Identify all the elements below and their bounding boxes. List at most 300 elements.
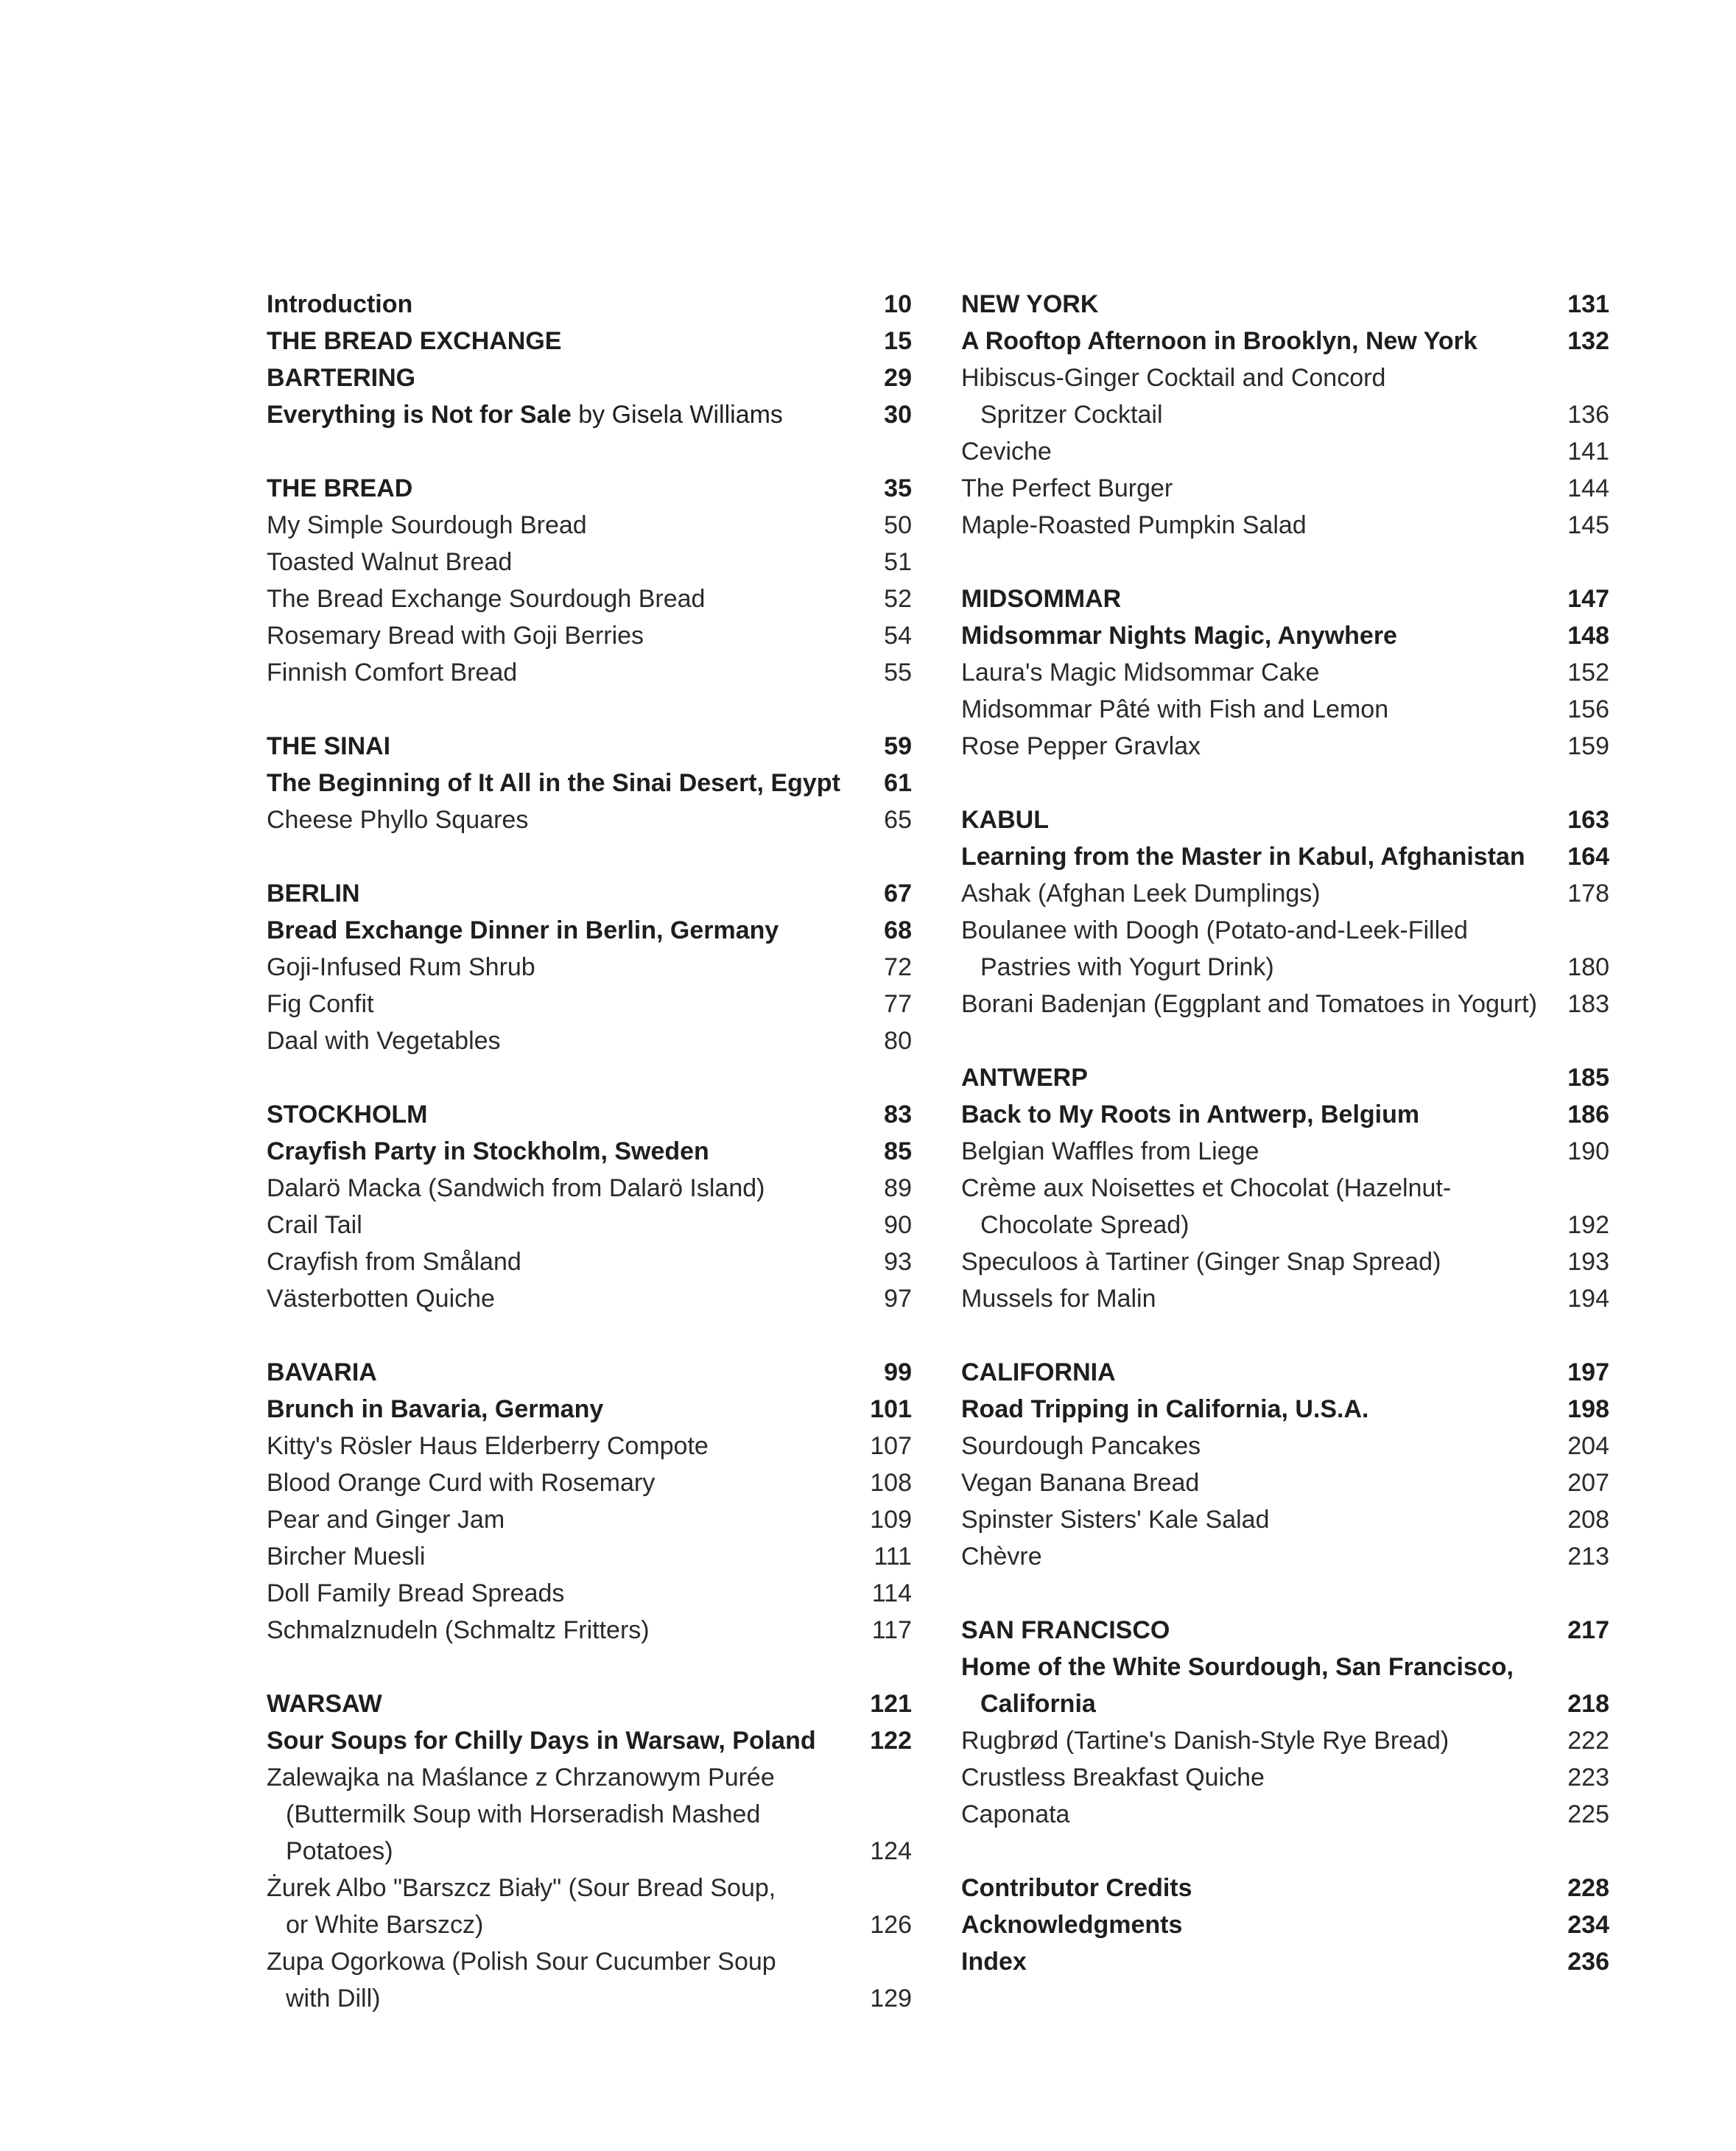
toc-page-number: 89	[884, 1174, 912, 1202]
toc-entry-title	[961, 470, 1562, 507]
title-line: Zalewajka na Maślance z Chrzanowym Purée	[267, 1764, 775, 1792]
toc-heading-row[interactable]	[267, 728, 912, 765]
toc-entry-row[interactable]	[267, 580, 912, 617]
title-line: Brunch in Bavaria, Germany	[267, 1395, 604, 1423]
toc-heading-row[interactable]	[961, 286, 1609, 323]
toc-column-right	[961, 286, 1609, 1980]
toc-heading-row[interactable]	[961, 1612, 1609, 1649]
toc-page-number: 156	[1567, 695, 1609, 723]
title-line: BAVARIA	[267, 1358, 377, 1386]
toc-entry-row[interactable]	[961, 1501, 1609, 1538]
toc-entry-title	[267, 1133, 865, 1170]
toc-heading-row[interactable]	[267, 396, 912, 433]
toc-heading-row[interactable]	[961, 1391, 1609, 1428]
toc-entry-title	[961, 1428, 1562, 1464]
toc-entry-row[interactable]	[267, 1943, 912, 2017]
toc-entry-title	[267, 323, 865, 359]
toc-page-number: 145	[1567, 511, 1609, 539]
toc-page-number: 164	[1567, 843, 1609, 871]
title-line: Crail Tail	[267, 1211, 362, 1239]
toc-page-number: 204	[1567, 1432, 1609, 1460]
toc-entry-title	[961, 1943, 1562, 1980]
toc-page-number: 218	[1567, 1690, 1609, 1718]
title-line: Maple-Roasted Pumpkin Salad	[961, 511, 1307, 539]
toc-page-number: 109	[870, 1506, 912, 1534]
toc-entry-row[interactable]	[267, 801, 912, 838]
title-line: Goji-Infused Rum Shrub	[267, 953, 535, 981]
toc-heading-row[interactable]	[267, 1133, 912, 1170]
toc-entry-title	[961, 1501, 1562, 1538]
title-line: Crustless Breakfast Quiche	[961, 1764, 1265, 1792]
toc-page-number: 183	[1567, 990, 1609, 1018]
toc-entry-title	[267, 544, 865, 580]
toc-heading-row[interactable]	[961, 1870, 1609, 1906]
toc-entry-title	[961, 1059, 1562, 1096]
toc-entry-title	[961, 433, 1562, 470]
toc-page-number: 126	[870, 1911, 912, 1939]
title-line: Ashak (Afghan Leek Dumplings)	[961, 880, 1321, 908]
title-line: My Simple Sourdough Bread	[267, 511, 587, 539]
toc-heading-row[interactable]	[961, 580, 1609, 617]
toc-heading-row[interactable]	[267, 1354, 912, 1391]
toc-page-number: 180	[1567, 953, 1609, 981]
toc-page-number: 213	[1567, 1543, 1609, 1571]
toc-heading-row[interactable]	[267, 875, 912, 912]
toc-entry-title	[267, 1428, 865, 1464]
toc-page-number: 51	[884, 548, 912, 576]
toc-page-number: 198	[1567, 1395, 1609, 1423]
toc-page-number: 101	[870, 1395, 912, 1423]
title-line: Blood Orange Curd with Rosemary	[267, 1469, 656, 1497]
title-line: Hibiscus-Ginger Cocktail and Concord	[961, 364, 1386, 392]
toc-page-number: 208	[1567, 1506, 1609, 1534]
toc-entry-title	[961, 507, 1562, 544]
toc-entry-title	[961, 912, 1562, 986]
title-continuation-line: (Buttermilk Soup with Horseradish Mashed	[286, 1800, 761, 1828]
toc-entry-title	[961, 1464, 1562, 1501]
title-line: Boulanee with Doogh (Potato-and-Leek-Filled	[961, 916, 1468, 944]
toc-entry-title	[267, 912, 865, 949]
title-continuation-line: or White Barszcz)	[286, 1911, 484, 1939]
title-line: CALIFORNIA	[961, 1358, 1116, 1386]
toc-heading-row[interactable]	[267, 1685, 912, 1722]
toc-page-number: 152	[1567, 659, 1609, 687]
title-line: Sourdough Pancakes	[961, 1432, 1201, 1460]
section-spacer	[267, 1649, 912, 1685]
toc-entry-author: by Gisela Williams	[571, 401, 783, 429]
title-continuation-line: Pastries with Yogurt Drink)	[980, 953, 1274, 981]
toc-entry-row[interactable]	[267, 1612, 912, 1649]
toc-entry-title	[961, 1612, 1562, 1649]
toc-page-number: 67	[884, 880, 912, 908]
toc-entry-row[interactable]	[961, 1538, 1609, 1575]
title-line: THE BREAD	[267, 474, 413, 502]
toc-page-number: 131	[1567, 290, 1609, 318]
toc-entry-row[interactable]	[267, 544, 912, 580]
toc-entry-title	[961, 323, 1562, 359]
toc-heading-row[interactable]	[267, 286, 912, 323]
title-line: Fig Confit	[267, 990, 374, 1018]
title-line: Västerbotten Quiche	[267, 1285, 495, 1313]
toc-heading-row[interactable]	[267, 912, 912, 949]
toc-page-number: 144	[1567, 474, 1609, 502]
title-line: Contributor Credits	[961, 1874, 1192, 1902]
title-line: Pear and Ginger Jam	[267, 1506, 505, 1534]
title-continuation-line: with Dill)	[286, 1985, 381, 2013]
toc-page-number: 80	[884, 1027, 912, 1055]
title-line: KABUL	[961, 806, 1049, 834]
toc-page-number: 65	[884, 806, 912, 834]
toc-entry-title	[961, 617, 1562, 654]
title-line: Home of the White Sourdough, San Francisco,	[961, 1653, 1514, 1681]
title-line: Spinster Sisters' Kale Salad	[961, 1506, 1270, 1534]
title-line: WARSAW	[267, 1690, 382, 1718]
toc-entry-row[interactable]	[961, 1722, 1609, 1759]
toc-entry-title	[267, 1464, 865, 1501]
title-line: Schmalznudeln (Schmaltz Fritters)	[267, 1616, 650, 1644]
section-spacer	[267, 433, 912, 470]
toc-heading-row[interactable]	[961, 323, 1609, 359]
title-line: Introduction	[267, 290, 413, 318]
toc-page-number: 61	[884, 769, 912, 797]
toc-column-left	[267, 286, 912, 2017]
toc-entry-title	[961, 801, 1562, 838]
toc-entry-title	[961, 1722, 1562, 1759]
section-spacer	[961, 765, 1609, 801]
toc-page-number: 114	[871, 1579, 912, 1607]
toc-entry-row[interactable]	[267, 1759, 912, 1870]
toc-page-number: 207	[1567, 1469, 1609, 1497]
title-line: Rugbrød (Tartine's Danish-Style Rye Bread)	[961, 1727, 1449, 1755]
toc-page-number: 141	[1567, 438, 1609, 466]
toc-heading-row[interactable]	[961, 617, 1609, 654]
toc-page-number: 197	[1567, 1358, 1609, 1386]
toc-page-number: 178	[1567, 880, 1609, 908]
title-line: Vegan Banana Bread	[961, 1469, 1200, 1497]
toc-entry-title	[961, 1243, 1562, 1280]
toc-page-number: 93	[884, 1248, 912, 1276]
title-line: Caponata	[961, 1800, 1070, 1828]
toc-heading-row[interactable]	[961, 801, 1609, 838]
title-line: Borani Badenjan (Eggplant and Tomatoes in Yogurt)	[961, 990, 1537, 1018]
toc-page-number: 190	[1567, 1137, 1609, 1165]
toc-entry-title	[961, 1759, 1562, 1796]
title-line: Cheese Phyllo Squares	[267, 806, 529, 834]
toc-entry-title	[267, 1722, 865, 1759]
toc-entry-row[interactable]	[267, 986, 912, 1022]
toc-heading-row[interactable]	[267, 359, 912, 396]
toc-entry-title	[267, 359, 865, 396]
toc-entry-title	[267, 1943, 865, 2017]
title-line: Daal with Vegetables	[267, 1027, 501, 1055]
title-line: Ceviche	[961, 438, 1052, 466]
title-line: THE BREAD EXCHANGE	[267, 327, 562, 355]
toc-entry-title	[267, 396, 865, 433]
title-line: Acknowledgments	[961, 1911, 1183, 1939]
toc-entry-title	[267, 1612, 865, 1649]
title-line: Road Tripping in California, U.S.A.	[961, 1395, 1369, 1423]
toc-page-number: 132	[1567, 327, 1609, 355]
toc-page-number: 136	[1567, 401, 1609, 429]
title-line: Crayfish Party in Stockholm, Sweden	[267, 1137, 709, 1165]
toc-page-number: 83	[884, 1101, 912, 1129]
toc-entry-row[interactable]	[267, 1538, 912, 1575]
title-continuation-line: Potatoes)	[286, 1837, 393, 1865]
toc-entry-row[interactable]	[961, 470, 1609, 507]
toc-entry-title	[267, 1280, 865, 1317]
toc-heading-row[interactable]	[961, 838, 1609, 875]
toc-entry-title	[961, 1870, 1562, 1906]
toc-entry-row[interactable]	[267, 1170, 912, 1207]
toc-page-number: 29	[884, 364, 912, 392]
toc-heading-row[interactable]	[267, 1391, 912, 1428]
toc-entry-title	[961, 1906, 1562, 1943]
title-line: Rose Pepper Gravlax	[961, 732, 1201, 760]
title-line: NEW YORK	[961, 290, 1099, 318]
toc-page-number: 234	[1567, 1911, 1609, 1939]
section-spacer	[961, 1575, 1609, 1612]
toc-entry-title	[267, 1685, 865, 1722]
title-line: Learning from the Master in Kabul, Afghanistan	[961, 843, 1525, 871]
toc-entry-title	[267, 1391, 865, 1428]
title-line: STOCKHOLM	[267, 1101, 428, 1129]
title-line: SAN FRANCISCO	[961, 1616, 1170, 1644]
toc-entry-title	[267, 1096, 865, 1133]
toc-entry-title	[267, 470, 865, 507]
title-line: ANTWERP	[961, 1064, 1088, 1092]
toc-page-number: 55	[884, 659, 912, 687]
toc-entry-row[interactable]	[961, 433, 1609, 470]
toc-heading-row[interactable]	[267, 470, 912, 507]
toc-page-number: 85	[884, 1137, 912, 1165]
title-line: Bread Exchange Dinner in Berlin, Germany	[267, 916, 779, 944]
toc-heading-row[interactable]	[267, 1096, 912, 1133]
toc-entry-row[interactable]	[961, 912, 1609, 986]
toc-entry-row[interactable]	[961, 1464, 1609, 1501]
toc-entry-title	[267, 949, 865, 986]
section-spacer	[267, 1317, 912, 1354]
toc-entry-title	[267, 1243, 865, 1280]
toc-entry-row[interactable]	[961, 1759, 1609, 1796]
toc-entry-row[interactable]	[267, 1428, 912, 1464]
title-line: MIDSOMMAR	[961, 585, 1122, 613]
toc-page-number: 148	[1567, 622, 1609, 650]
toc-entry-title	[961, 1354, 1562, 1391]
title-line: Crème aux Noisettes et Chocolat (Hazelnut-	[961, 1174, 1452, 1202]
toc-entry-title	[961, 1096, 1562, 1133]
title-line: Rosemary Bread with Goji Berries	[267, 622, 644, 650]
toc-entry-title	[961, 654, 1562, 691]
toc-heading-row[interactable]	[961, 1059, 1609, 1096]
title-line: Dalarö Macka (Sandwich from Dalarö Island)	[267, 1174, 765, 1202]
toc-entry-title	[961, 1280, 1562, 1317]
toc-entry-title	[961, 1538, 1562, 1575]
toc-page-number: 117	[871, 1616, 912, 1644]
toc-entry-title	[961, 986, 1562, 1022]
toc-entry-row[interactable]	[267, 1501, 912, 1538]
toc-heading-row[interactable]	[961, 1354, 1609, 1391]
toc-page-number: 52	[884, 585, 912, 613]
toc-heading-row[interactable]	[961, 1943, 1609, 1980]
toc-entry-row[interactable]	[961, 728, 1609, 765]
toc-heading-row[interactable]	[961, 1906, 1609, 1943]
toc-entry-row[interactable]	[267, 1575, 912, 1612]
toc-page-number: 192	[1567, 1211, 1609, 1239]
toc-entry-title	[267, 1759, 865, 1870]
title-line: BERLIN	[267, 880, 360, 908]
toc-entry-row[interactable]	[267, 1207, 912, 1243]
title-line: The Beginning of It All in the Sinai Desert, Egypt	[267, 769, 840, 797]
toc-page-number: 122	[870, 1727, 912, 1755]
title-line: Zupa Ogorkowa (Polish Sour Cucumber Soup	[267, 1948, 776, 1976]
section-spacer	[267, 838, 912, 875]
toc-page-number: 15	[884, 327, 912, 355]
toc-page-number: 111	[874, 1543, 912, 1571]
toc-entry-row[interactable]	[961, 875, 1609, 912]
toc-page-number: 90	[884, 1211, 912, 1239]
toc-entry-title	[267, 1022, 865, 1059]
title-line: Everything is Not for Sale	[267, 401, 572, 429]
title-line: Toasted Walnut Bread	[267, 548, 513, 576]
toc-page-number: 124	[870, 1837, 912, 1865]
title-continuation-line: Spritzer Cocktail	[980, 401, 1163, 429]
title-line: The Perfect Burger	[961, 474, 1173, 502]
toc-heading-row[interactable]	[961, 1649, 1609, 1722]
section-spacer	[961, 1833, 1609, 1870]
toc-entry-row[interactable]	[961, 1796, 1609, 1833]
toc-page-number: 30	[884, 401, 912, 429]
section-spacer	[961, 1022, 1609, 1059]
title-continuation-line: Chocolate Spread)	[980, 1211, 1189, 1239]
toc-entry-title	[961, 1649, 1562, 1722]
toc-page-number: 72	[884, 953, 912, 981]
toc-entry-title	[961, 691, 1562, 728]
toc-entry-title	[961, 359, 1562, 433]
toc-entry-row[interactable]	[267, 949, 912, 986]
toc-entry-row[interactable]	[961, 986, 1609, 1022]
toc-entry-row[interactable]	[267, 1243, 912, 1280]
title-line: The Bread Exchange Sourdough Bread	[267, 585, 706, 613]
toc-entry-title	[267, 765, 865, 801]
title-line: Kitty's Rösler Haus Elderberry Compote	[267, 1432, 709, 1460]
toc-page-number: 225	[1567, 1800, 1609, 1828]
toc-page-number: 68	[884, 916, 912, 944]
section-spacer	[267, 691, 912, 728]
toc-page-number: 129	[870, 1985, 912, 2013]
toc-page-number: 185	[1567, 1064, 1609, 1092]
toc-page-number: 59	[884, 732, 912, 760]
toc-entry-row[interactable]	[267, 654, 912, 691]
toc-entry-row[interactable]	[267, 617, 912, 654]
title-line: Finnish Comfort Bread	[267, 659, 518, 687]
toc-entry-title	[961, 286, 1562, 323]
section-spacer	[267, 1059, 912, 1096]
toc-entry-row[interactable]	[961, 359, 1609, 433]
toc-page-number: 222	[1567, 1727, 1609, 1755]
title-line: Mussels for Malin	[961, 1285, 1156, 1313]
toc-entry-row[interactable]	[961, 691, 1609, 728]
toc-entry-title	[267, 1207, 865, 1243]
toc-page-number: 193	[1567, 1248, 1609, 1276]
toc-entry-title	[267, 986, 865, 1022]
toc-entry-title	[961, 728, 1562, 765]
toc-page-number: 77	[884, 990, 912, 1018]
toc-page-number: 186	[1567, 1101, 1609, 1129]
toc-entry-title	[267, 801, 865, 838]
toc-entry-row[interactable]	[961, 1243, 1609, 1280]
toc-page-number: 97	[884, 1285, 912, 1313]
title-line: Speculoos à Tartiner (Ginger Snap Spread)	[961, 1248, 1441, 1276]
toc-entry-row[interactable]	[267, 1870, 912, 1943]
toc-entry-row[interactable]	[961, 1133, 1609, 1170]
toc-page-number: 228	[1567, 1874, 1609, 1902]
toc-entry-title	[961, 1796, 1562, 1833]
title-line: Midsommar Nights Magic, Anywhere	[961, 622, 1397, 650]
title-line: Belgian Waffles from Liege	[961, 1137, 1259, 1165]
title-line: Laura's Magic Midsommar Cake	[961, 659, 1320, 687]
toc-entry-title	[267, 654, 865, 691]
title-line: Chèvre	[961, 1543, 1042, 1571]
toc-page-number: 10	[884, 290, 912, 318]
toc-entry-row[interactable]	[961, 654, 1609, 691]
toc-entry-title	[961, 1170, 1562, 1243]
toc-heading-row[interactable]	[267, 765, 912, 801]
toc-entry-row[interactable]	[961, 1280, 1609, 1317]
toc-entry-row[interactable]	[267, 1464, 912, 1501]
toc-entry-title	[267, 1575, 865, 1612]
title-line: Doll Family Bread Spreads	[267, 1579, 565, 1607]
toc-page-number: 35	[884, 474, 912, 502]
toc-page-number: 236	[1567, 1948, 1609, 1976]
toc-page-number: 223	[1567, 1764, 1609, 1792]
title-line: Index	[961, 1948, 1027, 1976]
toc-page-number: 163	[1567, 806, 1609, 834]
toc-entry-row[interactable]	[267, 1022, 912, 1059]
toc-heading-row[interactable]	[267, 323, 912, 359]
toc-entry-title	[267, 580, 865, 617]
toc-entry-row[interactable]	[267, 1280, 912, 1317]
title-line: A Rooftop Afternoon in Brooklyn, New York	[961, 327, 1477, 355]
toc-entry-row[interactable]	[961, 1170, 1609, 1243]
toc-entry-title	[267, 1870, 865, 1943]
toc-heading-row[interactable]	[961, 1096, 1609, 1133]
toc-entry-row[interactable]	[961, 1428, 1609, 1464]
title-line: Sour Soups for Chilly Days in Warsaw, Poland	[267, 1727, 816, 1755]
title-line: BARTERING	[267, 364, 416, 392]
toc-page-number: 159	[1567, 732, 1609, 760]
toc-page-number: 121	[870, 1690, 912, 1718]
toc-page-number: 108	[870, 1469, 912, 1497]
title-line: Midsommar Pâté with Fish and Lemon	[961, 695, 1389, 723]
toc-entry-title	[267, 728, 865, 765]
title-continuation-line: California	[980, 1690, 1096, 1718]
title-line: Back to My Roots in Antwerp, Belgium	[961, 1101, 1420, 1129]
toc-page-number: 99	[884, 1358, 912, 1386]
toc-entry-title	[267, 286, 865, 323]
toc-heading-row[interactable]	[267, 1722, 912, 1759]
toc-entry-title	[961, 1133, 1562, 1170]
toc-entry-title	[267, 1170, 865, 1207]
toc-entry-title	[961, 1391, 1562, 1428]
title-line: Bircher Muesli	[267, 1543, 426, 1571]
toc-entry-row[interactable]	[267, 507, 912, 544]
toc-page-number: 50	[884, 511, 912, 539]
toc-entry-title	[267, 507, 865, 544]
toc-entry-title	[267, 875, 865, 912]
toc-entry-row[interactable]	[961, 507, 1609, 544]
title-line: Żurek Albo "Barszcz Biały" (Sour Bread Soup,	[267, 1874, 776, 1902]
toc-entry-title	[961, 580, 1562, 617]
